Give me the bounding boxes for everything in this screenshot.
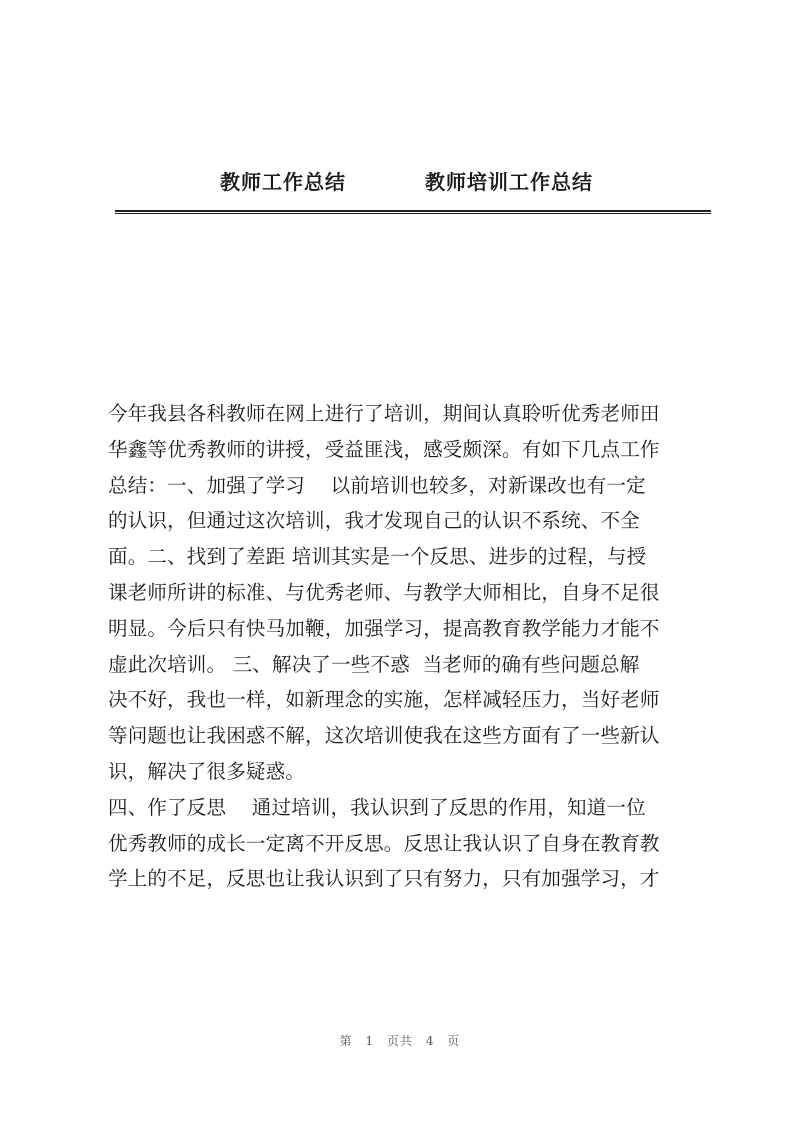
- document-body: [108, 396, 708, 897]
- body-line: 四、作了反思 通过培训，我认识到了反思的作用，知道一位: [108, 795, 646, 819]
- footer-prefix: 第: [339, 1034, 353, 1048]
- header-divider: [115, 210, 711, 214]
- body-line: 今年我县各科教师在网上进行了培训，期间认真聆听优秀老师田: [108, 402, 660, 425]
- footer-total-pages: 4: [425, 1034, 435, 1048]
- body-line: 学上的不足，反思也让我认识到了只有努力，只有加强学习，才: [108, 867, 660, 891]
- page-header: [115, 160, 711, 200]
- body-line: 优秀教师的成长一定离不开反思。反思让我认识了自身在教育教: [108, 831, 660, 855]
- body-line: 决不好，我也一样，如新理念的实施，怎样减轻压力，当好老师: [108, 688, 660, 712]
- body-line: 识，解决了很多疑惑。: [108, 759, 306, 783]
- header-title-left: 教师工作总结: [220, 170, 346, 194]
- body-line: 虚此次培训。 三、解决了一些不惑 当老师的确有些问题总解: [108, 652, 640, 676]
- body-line: 等问题也让我困惑不解，这次培训使我在这些方面有了一些新认: [108, 724, 660, 748]
- body-line: 面。二、找到了差距 培训其实是一个反思、进步的过程，与授: [108, 545, 647, 569]
- body-line: 课老师所讲的标准、与优秀老师、与教学大师相比，自身不足很: [108, 580, 660, 604]
- header-title-right: 教师培训工作总结: [425, 170, 593, 194]
- page-footer: [0, 1032, 800, 1049]
- footer-page-number: 1: [365, 1034, 375, 1048]
- body-line: 总结：一、加强了学习 以前培训也较多，对新课改也有一定: [108, 473, 646, 497]
- footer-middle: 页共: [386, 1034, 413, 1048]
- footer-suffix: 页: [447, 1034, 461, 1048]
- body-line: 华鑫等优秀教师的讲授，受益匪浅，感受颇深。有如下几点工作: [108, 437, 660, 461]
- body-line: 的认识，但通过这次培训，我才发现自己的认识不系统、不全: [108, 509, 640, 533]
- body-line: 明显。今后只有快马加鞭，加强学习，提高教育教学能力才能不: [108, 616, 660, 640]
